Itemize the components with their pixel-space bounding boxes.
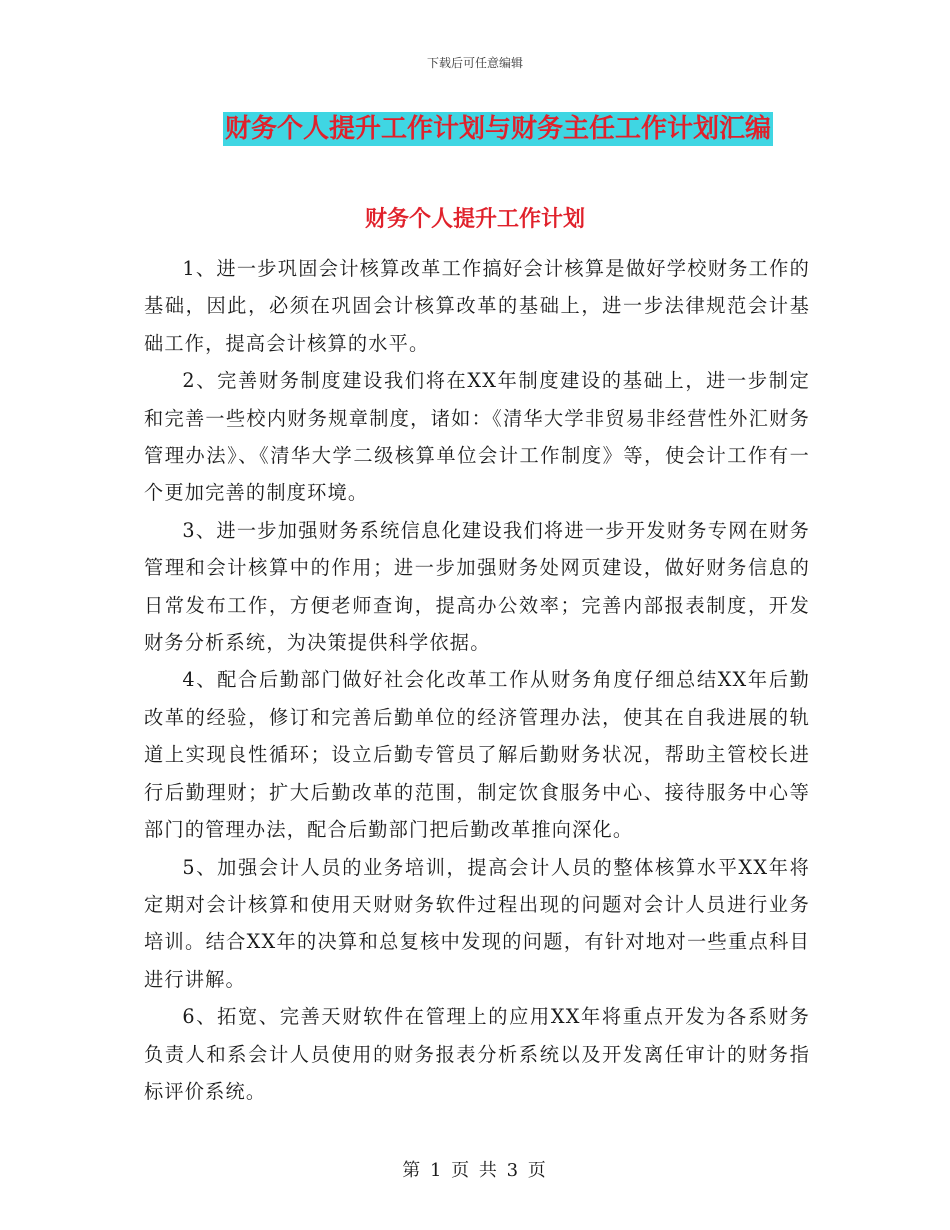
- paragraph: 3、进一步加强财务系统信息化建设我们将进一步开发财务专网在财务管理和会计核算中的作用；进一步加强财务处网页建设，做好财务信息的日常发布工作，方便老师查询，提高办公效率；完善内部报表制度，开发财务分析系统，为决策提供科学依据。: [144, 518, 810, 655]
- paragraph: 2、完善财务制度建设我们将在XX年制度建设的基础上，进一步制定和完善一些校内财务规章制度，诸如：《清华大学非贸易非经营性外汇财务管理办法》、《清华大学二级核算单位会计工作制度》等，使会计工作有一个更加完善的制度环境。: [144, 369, 810, 505]
- paragraph: 6、拓宽、完善天财软件在管理上的应用XX年将重点开发为各系财务负责人和系会计人员使用的财务报表分析系统以及开发离任审计的财务指标评价系统。: [144, 1005, 810, 1103]
- document-title: 财务个人提升工作计划与财务主任工作计划汇编: [224, 114, 771, 144]
- paragraph: 5、加强会计人员的业务培训，提高会计人员的整体核算水平XX年将定期对会计核算和使用天财财务软件过程出现的问题对会计人员进行业务培训。结合XX年的决算和总复核中发现的问题，有针对地对一些重点科目进行讲解。: [144, 855, 810, 991]
- document-body: [144, 250, 810, 1110]
- download-note: 下载后可任意编辑: [426, 56, 523, 70]
- page-number: 第 1 页 共 3 页: [402, 1160, 548, 1181]
- paragraph: 4、配合后勤部门做好社会化改革工作从财务角度仔细总结XX年后勤改革的经验，修订和完善后勤单位的经济管理办法，使其在自我进展的轨道上实现良性循环；设立后勤专管员了解后勤财务状况，帮助主管校长进行后勤理财；扩大后勤改革的范围，制定饮食服务中心、接待服务中心等部门的管理办法，配合后勤部门把后勤改革推向深化。: [144, 668, 810, 842]
- paragraph: 1、进一步巩固会计核算改革工作搞好会计核算是做好学校财务工作的基础，因此，必须在巩固会计核算改革的基础上，进一步法律规范会计基础工作，提高会计核算的水平。: [144, 257, 810, 355]
- section-title: 财务个人提升工作计划: [364, 207, 585, 232]
- document-title-container: [0, 112, 950, 146]
